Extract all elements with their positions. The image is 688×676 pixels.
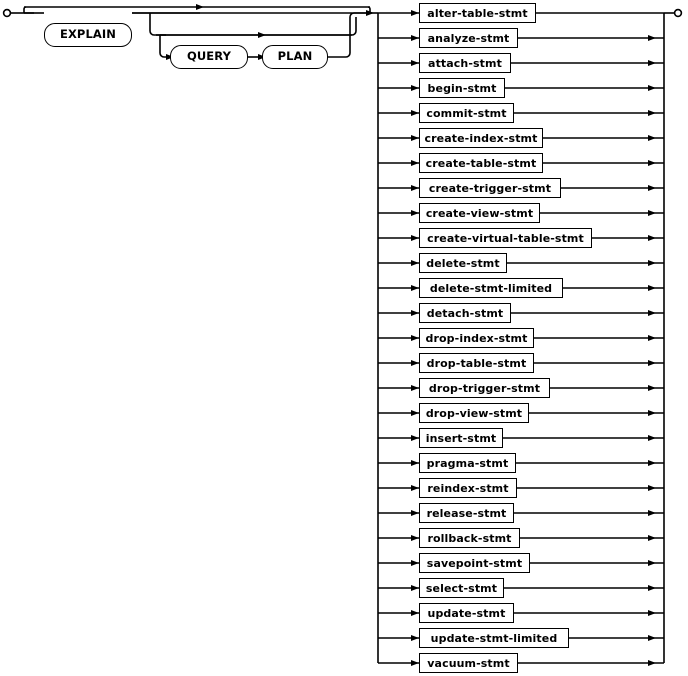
rule-label: detach-stmt	[426, 306, 504, 320]
rule-delete-stmt-limited	[419, 278, 563, 298]
terminal-explain	[44, 23, 132, 47]
rule-create-table-stmt	[419, 153, 543, 173]
rule-label: begin-stmt	[427, 81, 497, 95]
rule-label: drop-table-stmt	[426, 356, 527, 370]
rule-label: create-view-stmt	[425, 206, 534, 220]
rule-savepoint-stmt	[419, 553, 530, 573]
rule-label: drop-index-stmt	[425, 331, 528, 345]
rule-label: update-stmt-limited	[430, 631, 558, 645]
rule-label: vacuum-stmt	[427, 656, 510, 670]
rule-drop-table-stmt	[419, 353, 534, 373]
rule-create-virtual-table-stmt	[419, 228, 592, 248]
rule-label: create-virtual-table-stmt	[427, 231, 584, 245]
rule-alter-table-stmt	[419, 3, 536, 23]
terminal-plan	[262, 45, 328, 69]
start-circle	[4, 10, 11, 17]
rule-rollback-stmt	[419, 528, 520, 548]
terminal-plan-label: PLAN	[277, 49, 313, 64]
rule-drop-view-stmt	[419, 403, 529, 423]
rule-label: pragma-stmt	[426, 456, 509, 470]
rule-label: alter-table-stmt	[427, 6, 528, 20]
rule-pragma-stmt	[419, 453, 516, 473]
rule-label: release-stmt	[426, 506, 507, 520]
rule-label: create-trigger-stmt	[428, 181, 552, 195]
rule-label: reindex-stmt	[427, 481, 509, 495]
rule-label: savepoint-stmt	[426, 556, 523, 570]
rule-create-view-stmt	[419, 203, 540, 223]
rule-label: attach-stmt	[428, 56, 502, 70]
rule-insert-stmt	[419, 428, 503, 448]
rule-update-stmt	[419, 603, 514, 623]
rule-drop-index-stmt	[419, 328, 534, 348]
rule-label: insert-stmt	[425, 431, 497, 445]
rule-label: create-index-stmt	[424, 131, 538, 145]
rule-select-stmt	[419, 578, 504, 598]
rule-label: delete-stmt-limited	[429, 281, 553, 295]
rule-label: commit-stmt	[426, 106, 507, 120]
rule-vacuum-stmt	[419, 653, 518, 673]
rule-delete-stmt	[419, 253, 507, 273]
rule-begin-stmt	[419, 78, 505, 98]
rule-drop-trigger-stmt	[419, 378, 550, 398]
rule-label: select-stmt	[425, 581, 498, 595]
rule-analyze-stmt	[419, 28, 518, 48]
rule-label: delete-stmt	[426, 256, 500, 270]
terminal-query	[170, 45, 248, 69]
rule-label: drop-view-stmt	[425, 406, 523, 420]
rule-commit-stmt	[419, 103, 514, 123]
rule-update-stmt-limited	[419, 628, 569, 648]
terminal-query-label: QUERY	[186, 49, 232, 64]
rule-label: create-table-stmt	[425, 156, 537, 170]
terminal-explain-label: EXPLAIN	[60, 27, 116, 42]
rule-create-trigger-stmt	[419, 178, 561, 198]
rule-label: analyze-stmt	[427, 31, 510, 45]
rule-create-index-stmt	[419, 128, 543, 148]
rule-release-stmt	[419, 503, 514, 523]
end-circle	[675, 10, 682, 17]
rule-detach-stmt	[419, 303, 511, 323]
rule-reindex-stmt	[419, 478, 517, 498]
rule-label: update-stmt	[427, 606, 506, 620]
rule-label: drop-trigger-stmt	[428, 381, 541, 395]
rule-attach-stmt	[419, 53, 511, 73]
rule-label: rollback-stmt	[427, 531, 512, 545]
